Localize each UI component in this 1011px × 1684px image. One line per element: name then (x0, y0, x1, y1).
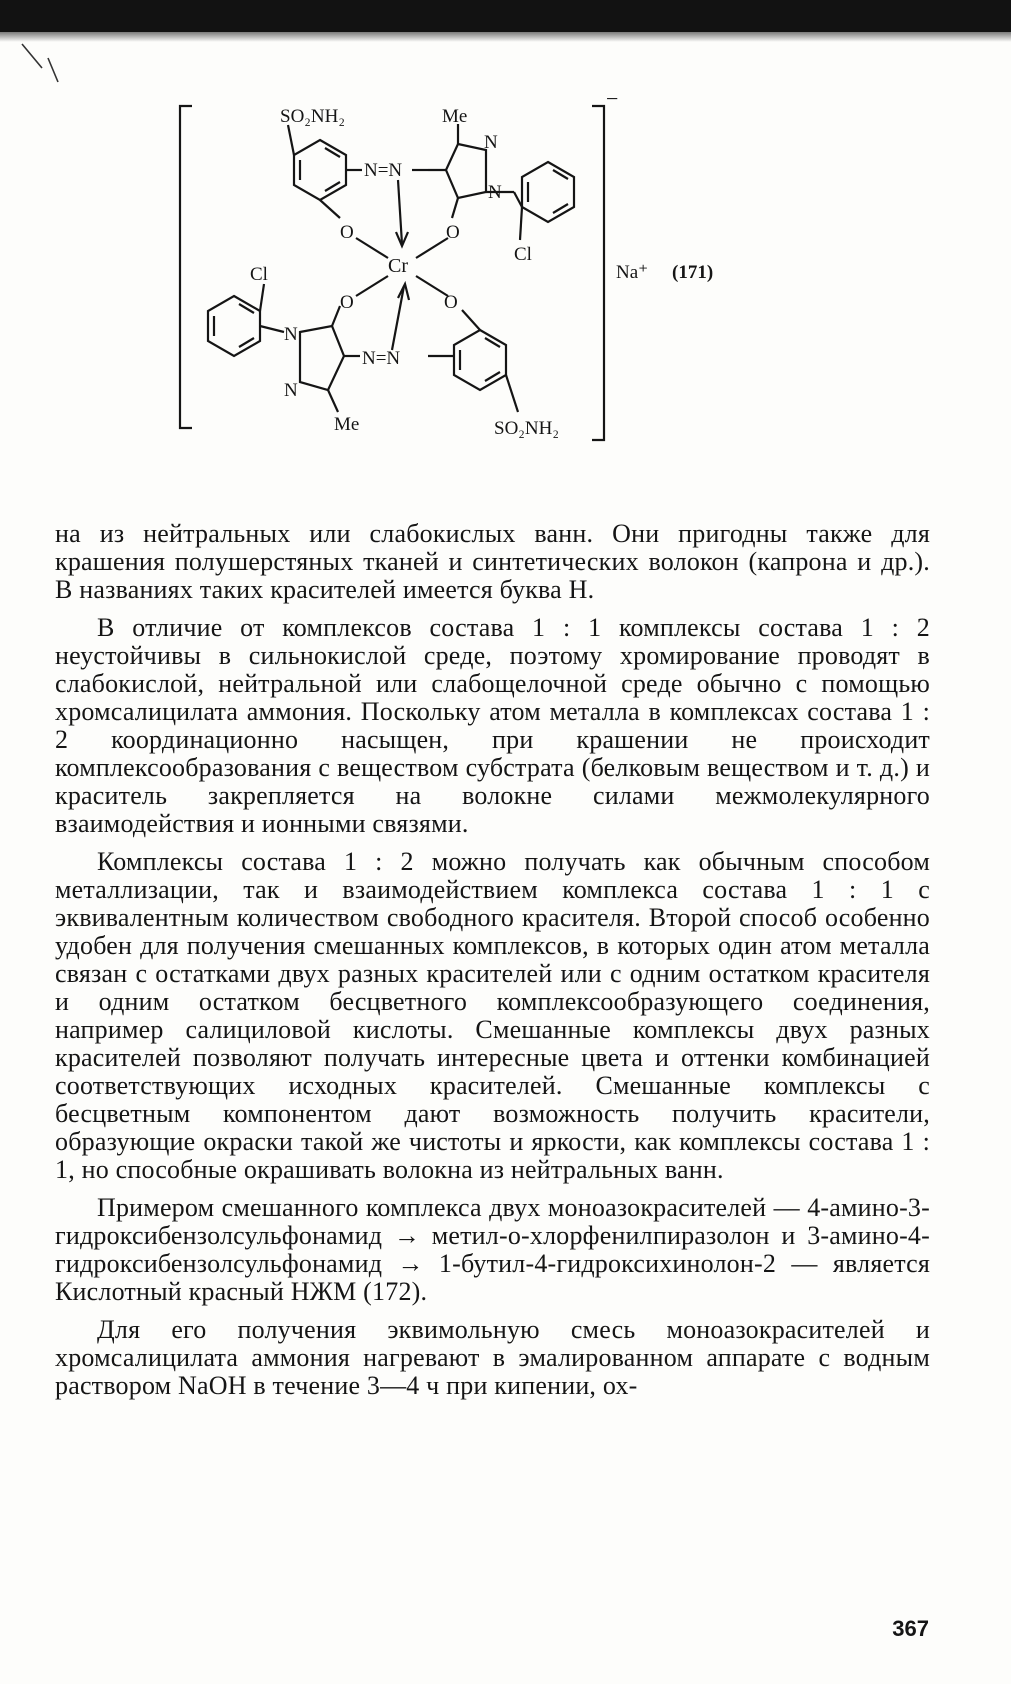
left-bracket (180, 106, 192, 428)
azo-group-label-top: N=N (364, 160, 403, 181)
oxygen-label-left-bottom: O (340, 292, 354, 313)
body-text (55, 520, 930, 1410)
so2nh2-label-bottom: SO₂NH₂ (494, 418, 559, 439)
paragraph-preparation-procedure: Для его получения эквимольную смесь моноазокрасителей и хромсалицилата аммония нагревают в эмалированном аппарате с водным раствором NaOH в течение 3—4 ч при кипении, ох- (55, 1315, 930, 1400)
counter-ion-label: Na⁺ (616, 262, 649, 283)
compound-number-label: (171) (672, 262, 714, 283)
oxygen-label-right-bottom: O (444, 292, 458, 313)
paragraph-continuation: на из нейтральных или слабокислых ванн. Они пригодны также для крашения полушерстяных тканей и синтетических волокон (капрона и др.). В названиях таких красителей имеется буква Н. (55, 519, 930, 604)
chlorophenyl-ring-left (208, 296, 260, 356)
chromium-label: Cr (388, 255, 408, 277)
right-bracket (592, 106, 604, 440)
pyrazolone-ring-bottom (300, 326, 344, 390)
benzene-ring-bottom-right (454, 330, 506, 390)
ring-nitrogen-label-bottom: N (284, 380, 298, 401)
oxygen-label-left-top: O (340, 222, 354, 243)
scan-corner-mark (18, 40, 78, 100)
chlorophenyl-ring-right (522, 162, 574, 222)
chromium-complex-diagram (180, 86, 780, 480)
chlorine-label-right: Cl (514, 244, 532, 265)
chlorine-label-left: Cl (250, 264, 268, 285)
paragraph-1-2-complexes-stability: В отличие от комплексов состава 1 : 1 комплексы состава 1 : 2 неустойчивы в сильнокислой среде, поэтому хромирование проводят в слабокислой, нейтральной или слабощелочной среде обычно с помощью хромсалицилата аммония. Поскольку атом металла в комплексах состава 1 : 2 координационно насыщен, при крашении не происходит комплексообразования с веществом субстрата (белковым веществом и т. д.) и краситель закрепляется на волокне силами межмолекулярного взаимодействия и ионными связями. (55, 613, 930, 838)
structural-formula (180, 86, 780, 480)
ring-nitrogen-label-top: N (484, 132, 498, 153)
paragraph-mixed-complex-example: Примером смешанного комплекса двух моноазокрасителей — 4-амино-3-гидроксибензолсульфонамид → метил-о-хлорфенилпиразолон и 3-амино-4-гидроксибензолсульфонамид → 1-бутил-4-гидроксихинолон-2 — является Кислотный красный НЖМ (172). (55, 1193, 930, 1306)
methyl-label-bottom: Me (334, 414, 360, 435)
so2nh2-label-top: SO₂NH₂ (280, 106, 345, 127)
paragraph-1-2-complexes-preparation: Комплексы состава 1 : 2 можно получать как обычным способом металлизации, так и взаимодействием комплекса состава 1 : 1 с эквивалентным количеством свободного красителя. Второй способ особенно удобен для получения смешанных комплексов, в которых один атом металла связан с остатками двух разных красителей или с одним остатком красителя и одним остатком бесцветного комплексообразующего соединения, например салициловой кислоты. Смешанные комплексы двух разных красителей позволяют получать интересные цвета и оттенки комбинацией соответствующих исходных красителей. Смешанные комплексы с бесцветным компонентом дают возможность получить красители, образующие окраски такой же чистоты и яркости, как комплексы состава 1 : 1, но способные окрашивать волокна из нейтральных ванн. (55, 847, 930, 1184)
complex-charge-label: − (606, 86, 619, 111)
oxygen-label-right-top: O (446, 222, 460, 243)
methyl-label-top: Me (442, 106, 468, 127)
scan-top-edge (0, 0, 1011, 32)
page-number: 367 (892, 1616, 929, 1641)
pyrazole-nitrogen-label-top: N (488, 182, 502, 203)
pyrazole-nitrogen-label-bottom: N (284, 324, 298, 345)
azo-group-label-bottom: N=N (362, 348, 401, 369)
benzene-ring-top-left (294, 140, 346, 200)
pyrazolone-ring-top (446, 144, 486, 198)
